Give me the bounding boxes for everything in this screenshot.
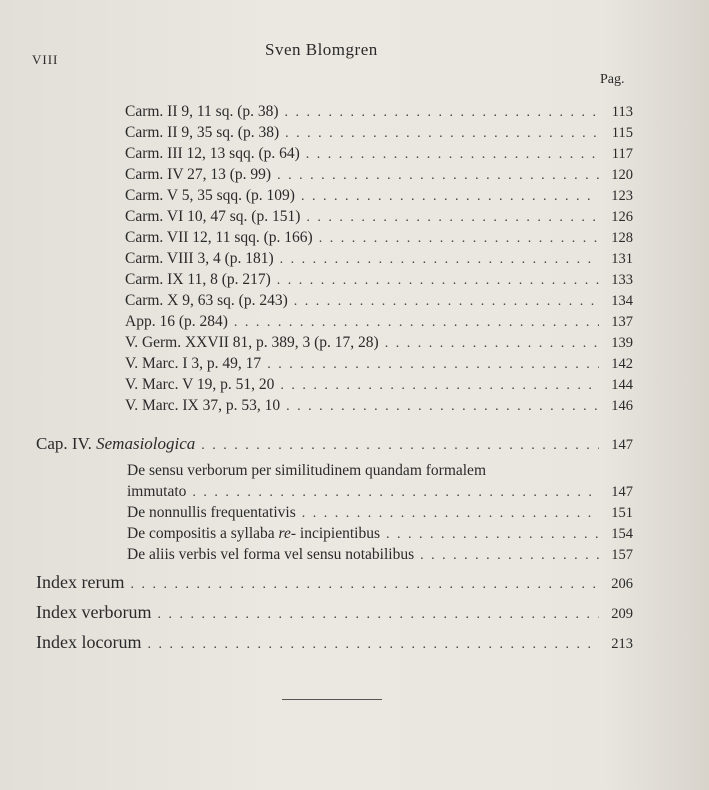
- toc-entry: Carm. VIII 3, 4 (p. 181) . . . 131: [125, 250, 633, 272]
- toc-entry: Carm. IV 27, 13 (p. 99) . . . 120: [125, 166, 633, 188]
- toc-entry: Carm. VI 10, 47 sq. (p. 151) . . . 126: [125, 208, 633, 230]
- running-head-author: Sven Blomgren: [265, 40, 378, 59]
- toc-entry: Carm. II 9, 11 sq. (p. 38) . . . 113: [125, 103, 633, 125]
- toc-section: De aliis verbis vel forma vel sensu notabilibus . . . 157: [127, 546, 633, 568]
- toc-entry: V. Germ. XXVII 81, p. 389, 3 (p. 17, 28) . . . 139: [125, 334, 633, 356]
- toc-entry: V. Marc. V 19, p. 51, 20 . . . 144: [125, 376, 633, 398]
- pag-column-label: Pag.: [600, 72, 625, 87]
- toc-entry: Carm. V 5, 35 sqq. (p. 109) . . . 123: [125, 187, 633, 209]
- toc-section: immutato . . . 147: [127, 483, 633, 505]
- toc-entry: Carm. X 9, 63 sq. (p. 243) . . . 134: [125, 292, 633, 314]
- index-entry: Index verborum . . . 209: [36, 602, 633, 624]
- toc-entry: Carm. VII 12, 11 sqq. (p. 166) . . . 128: [125, 229, 633, 251]
- chapter-prefix: Cap. IV.: [36, 434, 92, 453]
- toc-entry: Carm. II 9, 35 sq. (p. 38) . . . 115: [125, 124, 633, 146]
- chapter-heading: [36, 434, 633, 456]
- toc-entry: V. Marc. I 3, p. 49, 17 . . . 142: [125, 355, 633, 377]
- toc-entry: Carm. IX 11, 8 (p. 217) . . . 133: [125, 271, 633, 293]
- section-line: De sensu verborum per similitudinem quandam formalem: [127, 462, 486, 479]
- index-entry: Index locorum . . . 213: [36, 632, 633, 654]
- toc-section: De compositis a syllaba re- incipientibus . . . 154: [127, 525, 633, 547]
- toc-entry: App. 16 (p. 284) . . . 137: [125, 313, 633, 335]
- index-entry: Index rerum . . . 206: [36, 572, 633, 594]
- toc-section: De nonnullis frequentativis . . . 151: [127, 504, 633, 526]
- page-number: VIII: [32, 52, 59, 67]
- chapter-page: 147: [611, 437, 633, 453]
- chapter-title: Semasiologica: [96, 434, 196, 453]
- closing-rule: [282, 699, 382, 700]
- toc-entry: V. Marc. IX 37, p. 53, 10 . . . 146: [125, 397, 633, 419]
- toc-entry: Carm. III 12, 13 sqq. (p. 64) . . . 117: [125, 145, 633, 167]
